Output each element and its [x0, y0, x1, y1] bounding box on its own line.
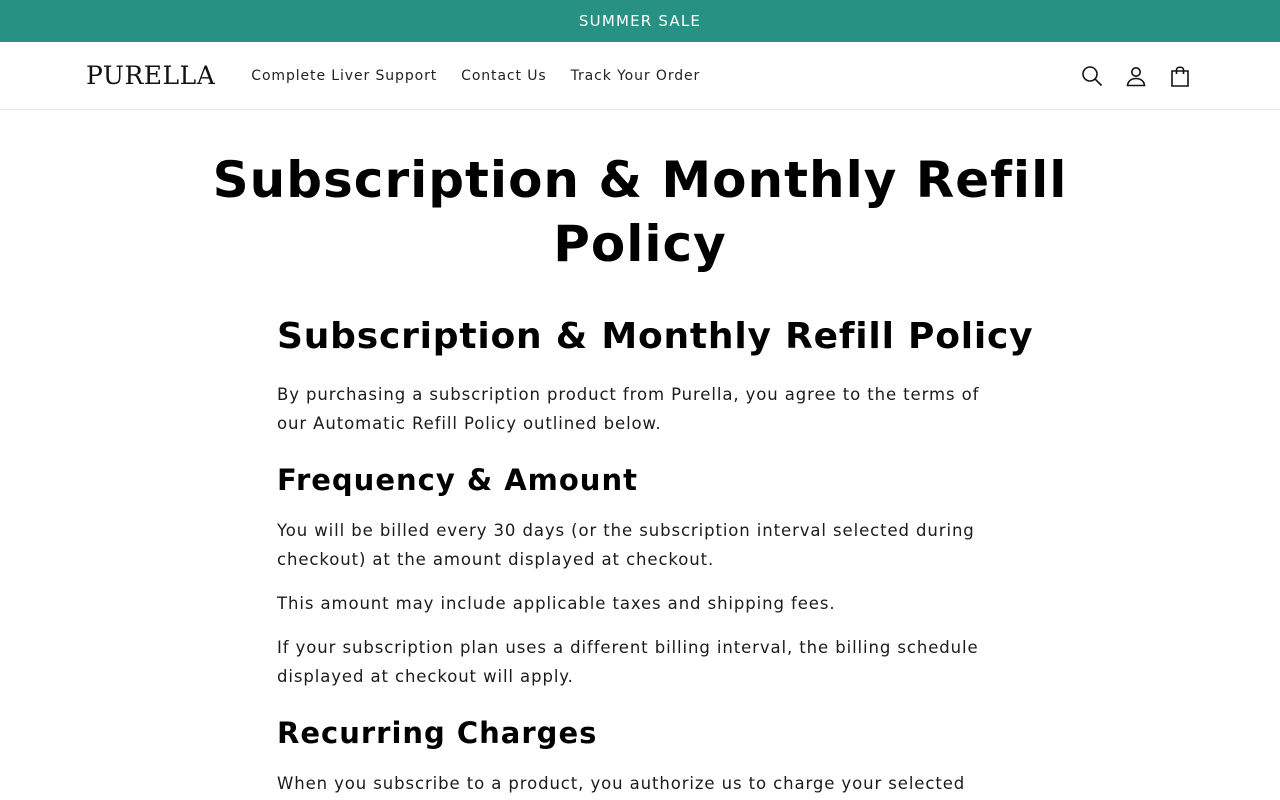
section-heading-frequency: Frequency & Amount: [277, 463, 638, 497]
header-icons: [1080, 42, 1192, 110]
cart-icon[interactable]: [1168, 64, 1192, 88]
section-paragraph: This amount may include applicable taxes and shipping fees.: [277, 594, 836, 613]
main-content: [212, 148, 1068, 798]
section-heading-recurring: Recurring Charges: [277, 716, 598, 750]
policy-content: [277, 314, 1034, 798]
section-paragraph: When you subscribe to a product, you authorize us to charge your selected: [277, 774, 966, 793]
nav-complete-liver-support[interactable]: Complete Liver Support: [251, 67, 438, 84]
logo[interactable]: PURELLA: [86, 61, 216, 90]
nav-contact-us[interactable]: Contact Us: [461, 67, 547, 84]
page-title: Subscription & Monthly Refill Policy: [212, 151, 1068, 273]
site-header: [0, 42, 1280, 110]
policy-heading: Subscription & Monthly Refill Policy: [277, 316, 1034, 357]
section-paragraph: You will be billed every 30 days (or the subscription interval selected during checkout) at the amount displayed at checkout.: [277, 521, 975, 569]
announcement-text: SUMMER SALE: [578, 12, 702, 30]
section-paragraph: If your subscription plan uses a different billing interval, the billing schedule displayed at checkout will apply.: [277, 638, 979, 686]
account-icon[interactable]: [1124, 64, 1148, 88]
search-icon[interactable]: [1080, 64, 1104, 88]
announcement-bar: [0, 0, 1280, 42]
main-nav: [251, 68, 700, 84]
nav-track-your-order[interactable]: Track Your Order: [570, 67, 701, 84]
policy-intro: By purchasing a subscription product from Purella, you agree to the terms of our Automatic Refill Policy outlined below.: [277, 385, 980, 433]
